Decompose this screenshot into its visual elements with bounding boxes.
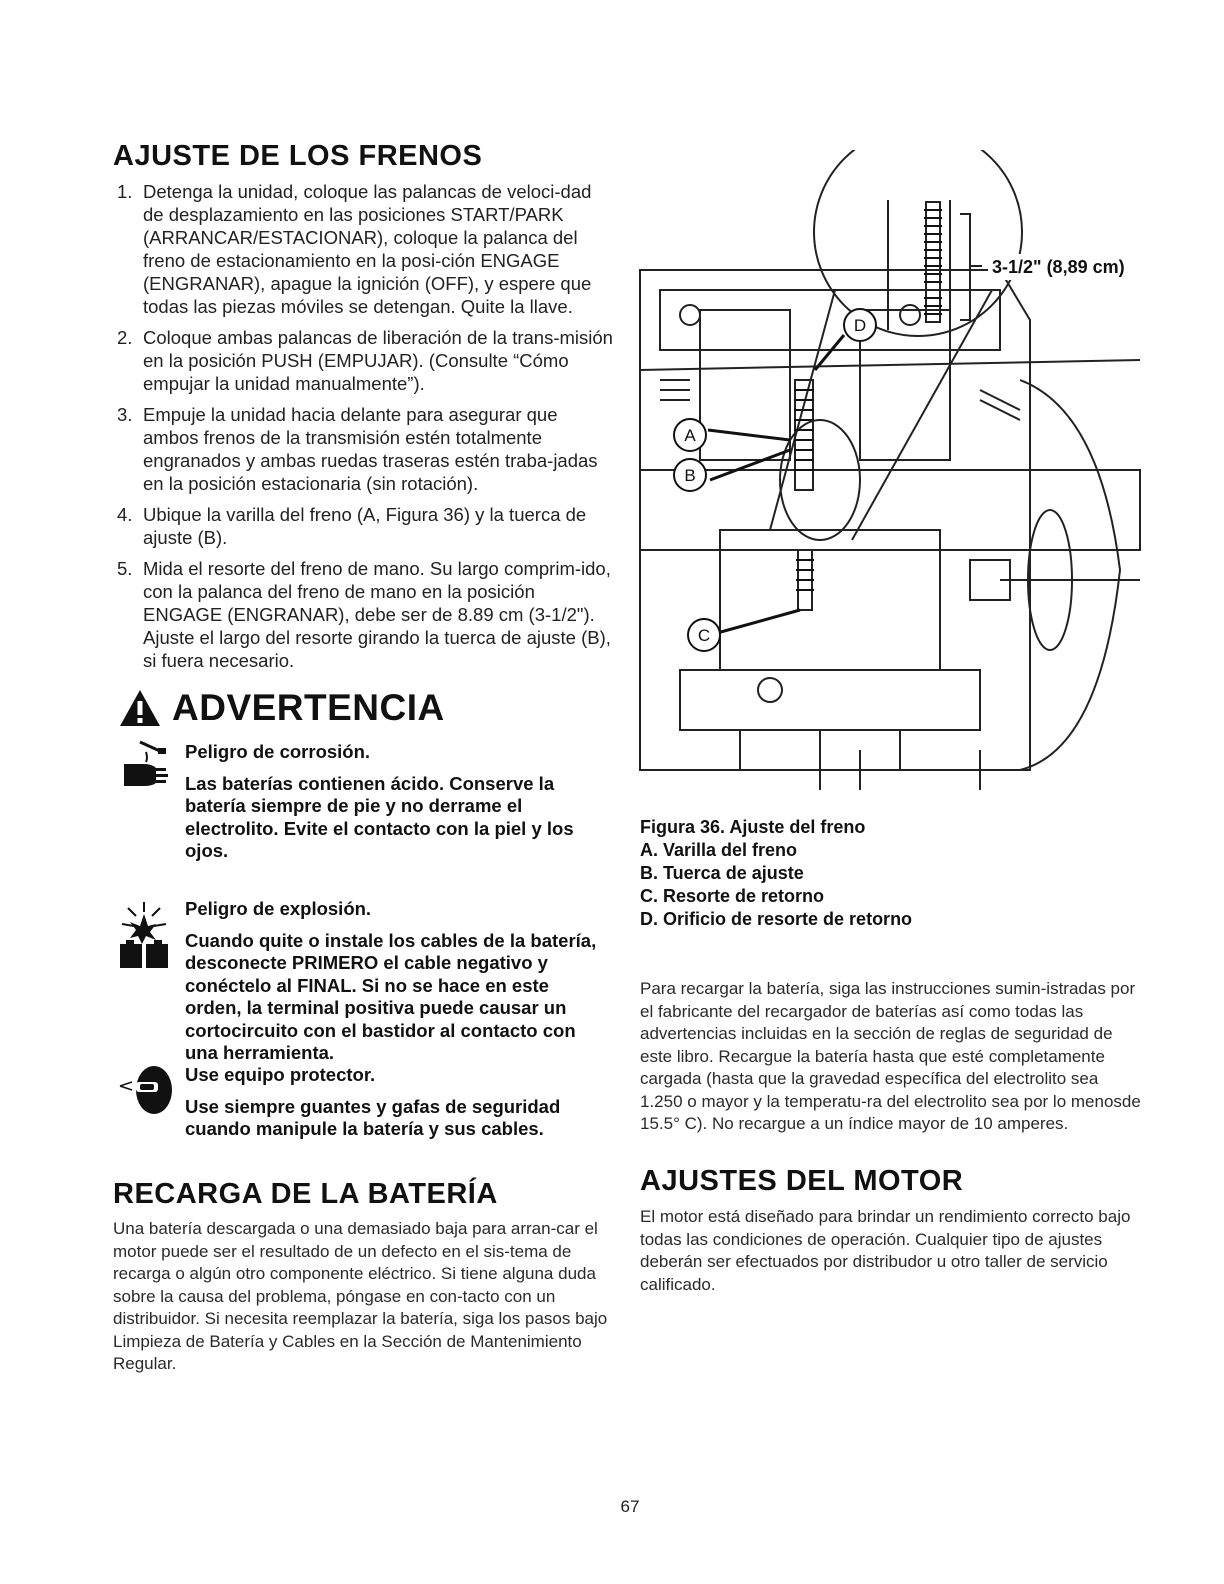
list-item: 4. Ubique la varilla del freno (A, Figura 36) y la tuerca de ajuste (B). (117, 504, 587, 548)
protective-heading: Use equipo protector. (185, 1064, 376, 1085)
callout-a-label: A (684, 426, 696, 445)
motor-paragraph: El motor está diseñado para brindar un rendimiento correcto bajo todas las condiciones de operación. Cualquier tipo de ajustes deberán ser efectuados por distribudor u otro taller de servicio calificado. (640, 1207, 1131, 1294)
corrosion-warning (185, 741, 605, 863)
callout-c-label: C (697, 626, 711, 645)
list-item: 3. Empuje la unidad hacia delante para asegurar que ambos frenos de la transmisión estén totalmente engranados y ambas ruedas traseras estén traba-jadas en la posición estacionaria (sin rotación). (117, 404, 598, 494)
battery-recharge-paragraph: Para recargar la batería, siga las instrucciones sumin-istradas por el fabricante del recargador de baterías así como todas las advertencias incluidas en la sección de reglas de seguridad de este libro. Recargue la batería hasta que esté completamente cargada (hasta que la gravedad específica del electrolito sea 1.250 o mayor y la temperatu-ra del electrolito sea por lo menosde 15.5° C). No recargue a un índice mayor de 10 amperes. (640, 979, 1141, 1133)
battery-explosion-icon (116, 898, 172, 972)
corrosion-heading: Peligro de corrosión. (185, 741, 371, 762)
caption-item-c: C. Resorte de retorno (640, 886, 825, 906)
warning-triangle-icon (118, 688, 162, 728)
brake-adjustment-figure (620, 150, 1160, 810)
safety-goggles-icon (118, 1064, 174, 1116)
explosion-heading: Peligro de explosión. (185, 898, 372, 919)
figure-caption (640, 816, 1120, 931)
warning-heading (118, 687, 445, 729)
section-title-brakes: AJUSTE DE LOS FRENOS (113, 140, 483, 172)
protective-gear-warning (185, 1064, 605, 1141)
callout-b-label: B (684, 466, 696, 485)
list-item: 1. Detenga la unidad, coloque las palancas de veloci-dad de desplazamiento en las posiciones START/PARK (ARRANCAR/ESTACIONAR), coloque la palanca del freno de estacionamiento en la posi-ción ENGAGE (ENGRANAR), apague la ignición (OFF), y espere que todas las piezas móviles se detengan. Quite la llave. (117, 181, 592, 317)
section-title-motor: AJUSTES DEL MOTOR (640, 1165, 964, 1197)
caption-item-d: D. Orificio de resorte de retorno (640, 909, 913, 929)
callout-d-label: D (853, 316, 867, 335)
explosion-warning (185, 898, 605, 1065)
caption-item-b: B. Tuerca de ajuste (640, 863, 804, 883)
warning-title: ADVERTENCIA (172, 687, 445, 728)
spring-length-measure: 3-1/2" (8,89 cm) (992, 257, 1125, 277)
recharge-paragraph: Una batería descargada o una demasiado baja para arran-car el motor puede ser el resultado de un defecto en el sis-tema de recarga o algún otro componente eléctrico. Si tiene alguna duda sobre la causa del problema, póngase en con-tacto con un distribuidor. Si necesita reemplazar la batería, siga los pasos bajo Limpieza de Batería y Cables en la Sección de Mantenimiento Regular. (113, 1219, 608, 1373)
brake-steps-list (115, 180, 615, 680)
list-item: 2. Coloque ambas palancas de liberación de la trans-misión en la posición PUSH (EMPUJAR). (Consulte “Cómo empujar la unidad manualmente”). (117, 327, 613, 394)
protective-text: Use siempre guantes y gafas de seguridad cuando manipule la batería y sus cables. (185, 1095, 561, 1139)
corrosion-hand-icon (118, 738, 174, 786)
section-title-recharge: RECARGA DE LA BATERÍA (113, 1178, 498, 1210)
explosion-text: Cuando quite o instale los cables de la batería, desconecte PRIMERO el cable negativo y conéctelo al FINAL. Si no se hace en este orden, la terminal positiva puede causar un cortocircuito con el bastidor al contacto con una herramienta. (185, 929, 597, 1063)
caption-title: Figura 36. Ajuste del freno (640, 817, 866, 837)
list-item: 5. Mida el resorte del freno de mano. Su largo comprim-ido, con la palanca del freno de mano en la posición ENGAGE (ENGRANAR), debe ser de 8.89 cm (3-1/2"). Ajuste el largo del resorte girando la tuerca de ajuste (B), si fuera necesario. (117, 558, 611, 671)
caption-item-a: A. Varilla del freno (640, 840, 798, 860)
corrosion-text: Las baterías contienen ácido. Conserve la batería siempre de pie y no derrame el electrolito. Evite el contacto con la piel y los ojos. (185, 772, 574, 861)
page-number: 67 (620, 1497, 640, 1516)
